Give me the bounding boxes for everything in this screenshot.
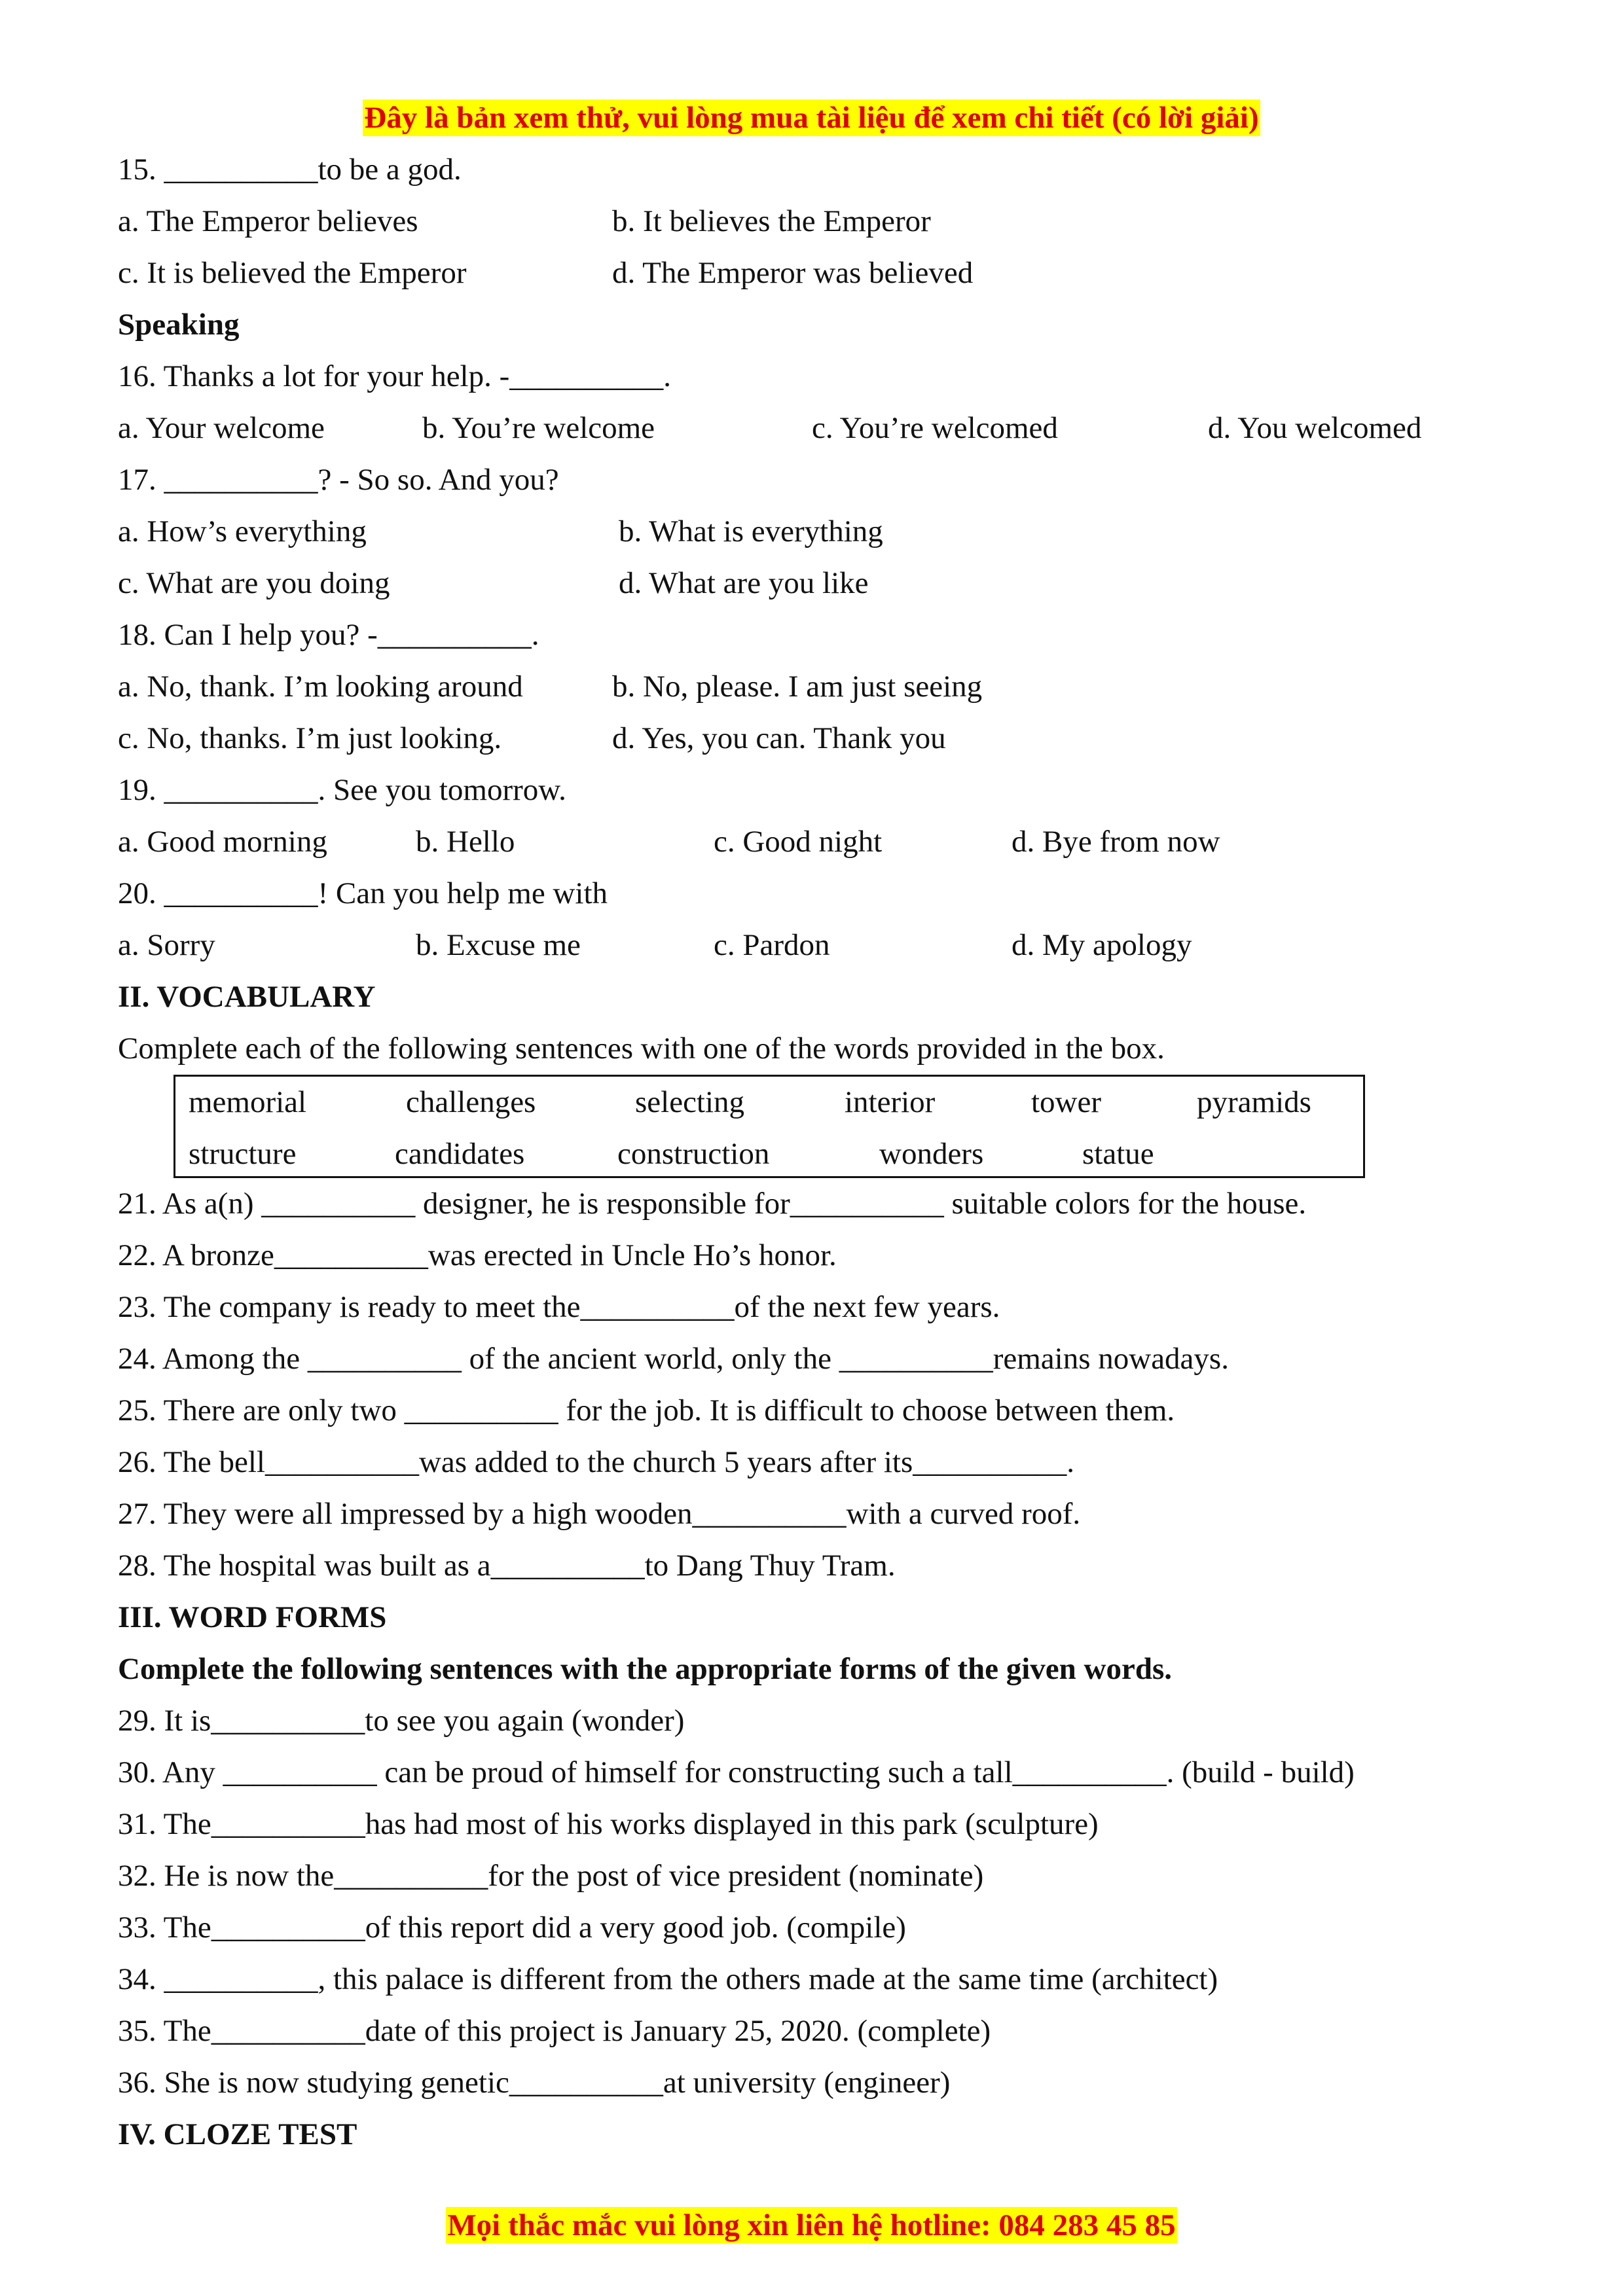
worksheet-page [118, 144, 1506, 2161]
question-17-options-row2 [118, 558, 1506, 609]
word-bank-item: tower [1031, 1085, 1102, 1119]
question-15-option-b: b. It believes the Emperor [612, 204, 931, 238]
question-17-options-row1 [118, 506, 1506, 558]
question-17-option-a: a. How’s everything [118, 514, 367, 548]
question-16-options [118, 403, 1506, 454]
question-15-options-row2 [118, 247, 1506, 299]
question-18-option-d: d. Yes, you can. Thank you [612, 721, 946, 755]
question-19-option-d: d. Bye from now [1012, 825, 1220, 859]
question-16-option-a: a. Your welcome [118, 411, 325, 445]
word-bank-item: memorial [189, 1085, 307, 1119]
word-bank-item: candidates [395, 1137, 525, 1171]
word-forms-sentence: 29. It is__________to see you again (wonder) [118, 1704, 685, 1738]
word-bank-item: pyramids [1197, 1085, 1311, 1119]
question-20-options [118, 920, 1506, 971]
word-forms-instruction: Complete the following sentences with the appropriate forms of the given words. [118, 1652, 1173, 1686]
question-15-stem: 15. __________to be a god. [118, 152, 462, 187]
question-20-option-d: d. My apology [1012, 928, 1192, 962]
question-15-options-row1 [118, 196, 1506, 247]
hotline-notice-text: Mọi thắc mắc vui lòng xin liên hệ hotline: 084 283 45 85 [447, 2208, 1176, 2242]
vocabulary-sentence: 22. A bronze__________was erected in Uncle Ho’s honor. [118, 1238, 837, 1272]
question-16-stem: 16. Thanks a lot for your help. -__________. [118, 359, 672, 393]
question-18-option-c: c. No, thanks. I’m just looking. [118, 721, 502, 755]
vocabulary-sentence: 28. The hospital was built as a__________to Dang Thuy Tram. [118, 1549, 896, 1583]
question-18-option-b: b. No, please. I am just seeing [612, 670, 983, 704]
vocabulary-sentence: 27. They were all impressed by a high wooden__________with a curved roof. [118, 1497, 1081, 1531]
question-19-option-b: b. Hello [416, 825, 515, 859]
word-bank-item: selecting [635, 1085, 745, 1119]
word-forms-sentence: 34. __________, this palace is different from the others made at the same time (architect) [118, 1962, 1218, 1996]
question-16-option-c: c. You’re welcomed [812, 411, 1058, 445]
question-17-option-c: c. What are you doing [118, 566, 390, 600]
question-16-option-b: b. You’re welcome [422, 411, 655, 445]
vocabulary-sentence: 21. As a(n) __________ designer, he is responsible for__________ suitable colors for the house. [118, 1187, 1307, 1221]
preview-notice-text: Đây là bản xem thử, vui lòng mua tài liệu để xem chi tiết (có lời giải) [364, 101, 1259, 135]
question-15-option-c: c. It is believed the Emperor [118, 256, 467, 290]
word-forms-sentence: 33. The__________of this report did a very good job. (compile) [118, 1910, 906, 1945]
question-15-option-a: a. The Emperor believes [118, 204, 418, 238]
question-18-stem: 18. Can I help you? -__________. [118, 618, 539, 652]
question-20-option-a: a. Sorry [118, 928, 215, 962]
word-forms-sentence: 31. The__________has had most of his works displayed in this park (sculpture) [118, 1807, 1099, 1841]
vocabulary-sentence: 23. The company is ready to meet the__________of the next few years. [118, 1290, 1000, 1324]
question-19-option-c: c. Good night [714, 825, 883, 859]
word-forms-heading: III. WORD FORMS [118, 1600, 387, 1634]
question-18-options-row2 [118, 713, 1506, 764]
question-17-option-b: b. What is everything [619, 514, 883, 548]
word-forms-sentence: 36. She is now studying genetic__________at university (engineer) [118, 2066, 951, 2100]
question-19-option-a: a. Good morning [118, 825, 327, 859]
question-19-stem: 19. __________. See you tomorrow. [118, 773, 566, 807]
word-bank-item: construction [617, 1137, 770, 1171]
vocabulary-sentence: 25. There are only two __________ for the job. It is difficult to choose between them. [118, 1393, 1175, 1427]
vocabulary-sentence: 26. The bell__________was added to the church 5 years after its__________. [118, 1445, 1075, 1479]
question-19-options [118, 816, 1506, 868]
question-20-option-c: c. Pardon [714, 928, 830, 962]
word-bank-item: challenges [406, 1085, 536, 1119]
vocabulary-instruction: Complete each of the following sentences with one of the words provided in the box. [118, 1031, 1165, 1066]
question-20-stem: 20. __________! Can you help me with [118, 876, 608, 910]
question-20-option-b: b. Excuse me [416, 928, 581, 962]
word-forms-sentence: 35. The__________date of this project is January 25, 2020. (complete) [118, 2014, 991, 2048]
word-bank-box [173, 1075, 1365, 1178]
speaking-heading: Speaking [118, 308, 240, 342]
question-18-options-row1 [118, 661, 1506, 713]
word-bank-item: wonders [879, 1137, 984, 1171]
preview-notice-banner [0, 92, 1623, 144]
word-forms-sentence: 30. Any __________ can be proud of himself for constructing such a tall__________. (build - build) [118, 1755, 1355, 1789]
question-17-stem: 17. __________? - So so. And you? [118, 463, 559, 497]
word-forms-sentence: 32. He is now the__________for the post of vice president (nominate) [118, 1859, 984, 1893]
word-bank-item: statue [1082, 1137, 1154, 1171]
cloze-test-heading: IV. CLOZE TEST [118, 2117, 357, 2151]
vocabulary-sentence: 24. Among the __________ of the ancient world, only the __________remains nowadays. [118, 1342, 1229, 1376]
word-bank-item: interior [845, 1085, 936, 1119]
question-18-option-a: a. No, thank. I’m looking around [118, 670, 523, 704]
word-bank-item: structure [189, 1137, 297, 1171]
vocabulary-heading: II. VOCABULARY [118, 980, 376, 1014]
question-16-option-d: d. You welcomed [1208, 411, 1422, 445]
question-17-option-d: d. What are you like [619, 566, 869, 600]
question-15-option-d: d. The Emperor was believed [612, 256, 974, 290]
hotline-notice-banner [0, 2199, 1623, 2251]
